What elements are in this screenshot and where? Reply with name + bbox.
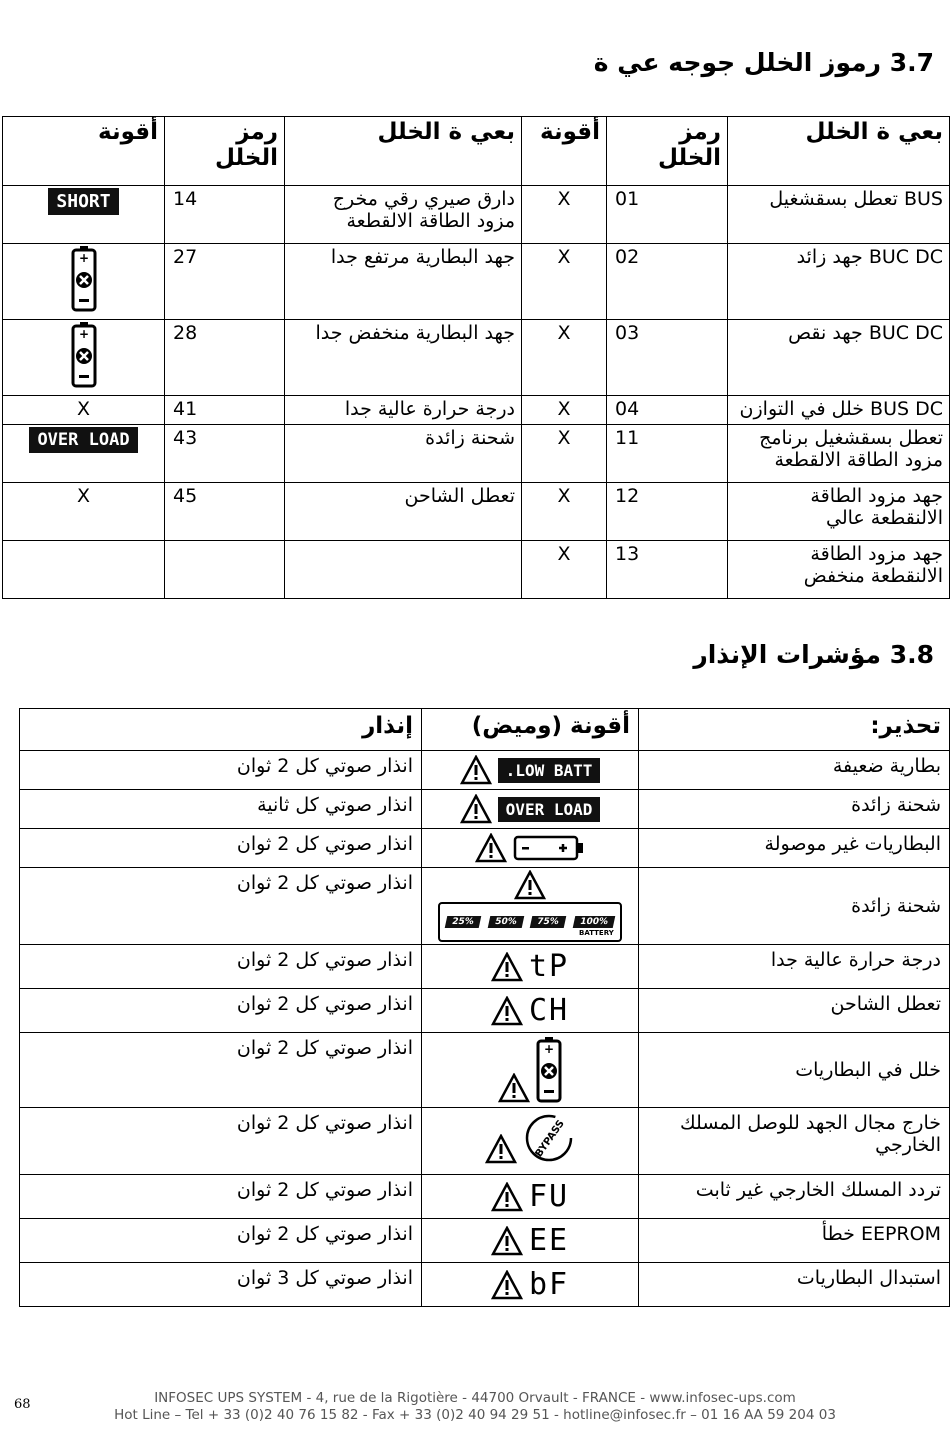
warning-text: شحنة زائدة — [639, 790, 950, 829]
warning-triangle-icon — [514, 870, 546, 900]
fault-codes-table — [2, 116, 950, 599]
alarm-icon-cell — [422, 1033, 639, 1108]
alarm-table-header — [20, 709, 950, 751]
alarm-text: انذار صوتي كل 2 ثوان — [20, 829, 422, 868]
fault-icon-cell: X — [522, 483, 607, 541]
battery-level-25: 25% — [445, 916, 481, 928]
fault-code: 03 — [607, 320, 728, 396]
table-row — [20, 790, 950, 829]
alarm-text: انذار صوتي كل 2 ثوان — [20, 945, 422, 989]
fault-code: 04 — [607, 396, 728, 425]
fault-event: BUC DC جهد نقص — [728, 320, 950, 396]
fault-event: شحنة زائدة — [285, 425, 522, 483]
table-row — [20, 989, 950, 1033]
fault-event: دارق صيري رقي مخرج مزود الطاقة الالقطعة — [285, 186, 522, 244]
alarm-text: انذار صوتي كل 2 ثوان — [20, 868, 422, 945]
alarm-icon-cell — [422, 989, 639, 1033]
ch-display-icon: CH — [528, 993, 570, 1028]
fault-icon-cell: X — [3, 396, 165, 425]
table-row — [20, 868, 950, 945]
fault-event: جهد مزود الطاقة الالنقطعة عالي — [728, 483, 950, 541]
warning-text: درجة حرارة عالية جدا — [639, 945, 950, 989]
table-row — [20, 945, 950, 989]
warning-text: EEPROM خطأ — [639, 1219, 950, 1263]
warning-text: خارج مجال الجهد للوصل المسلك الخارجي — [639, 1108, 950, 1175]
alarm-text: انذار صوتي كل 2 ثوان — [20, 1219, 422, 1263]
warning-triangle-icon — [475, 833, 507, 863]
battery-caption: BATTERY — [579, 929, 614, 937]
svg-text:+: + — [78, 251, 89, 265]
fault-code — [165, 541, 285, 599]
warning-triangle-icon — [491, 1270, 523, 1300]
battery-level-75: 75% — [530, 916, 566, 928]
fault-code: 01 — [607, 186, 728, 244]
alarm-indicators-table — [19, 708, 950, 1307]
alarm-icon-cell — [422, 751, 639, 790]
short-badge: SHORT — [48, 188, 118, 215]
warning-triangle-icon — [491, 1182, 523, 1212]
header-code-right: رمز الخلل — [607, 117, 728, 186]
warning-triangle-icon — [485, 1134, 517, 1164]
header-icon-right: أقونة — [522, 117, 607, 186]
table-row — [3, 483, 950, 541]
fault-icon-cell: X — [522, 541, 607, 599]
warning-triangle-icon — [460, 794, 492, 824]
fault-event: BUC DC جهد زائد — [728, 244, 950, 320]
alarm-text: انذار صوتي كل 3 ثوان — [20, 1263, 422, 1307]
warning-text: شحنة زائدة — [639, 868, 950, 945]
section-38-title: 3.8 مؤشرات الإنذار — [693, 640, 934, 669]
overload-badge: OVER LOAD — [498, 797, 601, 822]
alarm-icon-cell — [422, 829, 639, 868]
alarm-icon-cell — [422, 945, 639, 989]
fault-icon-cell — [3, 320, 165, 396]
battery-fault-icon — [536, 1037, 562, 1103]
bypass-icon — [523, 1112, 575, 1164]
warning-text: تعطل الشاحن — [639, 989, 950, 1033]
alarm-icon-cell — [422, 1263, 639, 1307]
alarm-text: انذار صوتي كل 2 ثوان — [20, 1033, 422, 1108]
fault-event: BUS تعطل بسقشغيل — [728, 186, 950, 244]
header-code-left: رمز الخلل — [165, 117, 285, 186]
warning-triangle-icon — [460, 755, 492, 785]
fault-table-header — [3, 117, 950, 186]
fault-code: 12 — [607, 483, 728, 541]
fault-code: 28 — [165, 320, 285, 396]
bypass-label: BYPASS — [533, 1118, 567, 1160]
fault-code: 02 — [607, 244, 728, 320]
fault-icon-cell — [3, 425, 165, 483]
alarm-text: انذار صوتي كل 2 ثوان — [20, 989, 422, 1033]
alarm-text: انذار صوتي كل 2 ثوان — [20, 1108, 422, 1175]
fault-code: 45 — [165, 483, 285, 541]
alarm-icon-cell — [422, 1219, 639, 1263]
ee-display-icon: EE — [528, 1223, 570, 1258]
fault-icon-cell: X — [522, 186, 607, 244]
table-row — [20, 1108, 950, 1175]
battery-fault-icon — [71, 246, 97, 312]
warning-triangle-icon — [498, 1073, 530, 1103]
fault-event — [285, 541, 522, 599]
table-row — [3, 186, 950, 244]
alarm-icon-cell — [422, 868, 639, 945]
footer-address: INFOSEC UPS SYSTEM - 4, rue de la Rigotière - 44700 Orvault - FRANCE - www.infosec-ups.com — [154, 1390, 796, 1406]
warning-text: خلل في البطاريات — [639, 1033, 950, 1108]
table-row — [20, 829, 950, 868]
warning-triangle-icon — [491, 952, 523, 982]
fault-event: جهد مزود الطاقة الالنقطعة منخفض — [728, 541, 950, 599]
fault-code: 43 — [165, 425, 285, 483]
table-row — [20, 1263, 950, 1307]
bf-display-icon: bF — [528, 1267, 570, 1302]
fu-display-icon: FU — [528, 1179, 570, 1214]
fault-event: BUS DC خلل في التوازن — [728, 396, 950, 425]
svg-text:+: + — [543, 1042, 555, 1056]
fault-event: درجة حرارة عالية جدا — [285, 396, 522, 425]
alarm-icon-cell — [422, 1175, 639, 1219]
battery-level-indicator — [438, 902, 622, 942]
fault-event: تعطل الشاحن — [285, 483, 522, 541]
section-37-title: 3.7 رموز الخلل جوجه عي ة — [593, 48, 934, 77]
fault-icon-cell — [3, 244, 165, 320]
fault-icon-cell: X — [522, 244, 607, 320]
table-row — [20, 1219, 950, 1263]
battery-fault-icon — [71, 322, 97, 388]
table-row — [3, 541, 950, 599]
alarm-text: انذار صوتي كل ثانية — [20, 790, 422, 829]
header-alarm: إنذار — [20, 709, 422, 751]
table-row — [3, 425, 950, 483]
page-number: 68 — [14, 1397, 31, 1412]
battery-level-100: 100% — [573, 916, 615, 928]
warning-text: استبدال البطاريات — [639, 1263, 950, 1307]
fault-icon-cell: X — [3, 483, 165, 541]
fault-icon-cell — [3, 186, 165, 244]
footer-contact: Hot Line – Tel + 33 (0)2 40 76 15 82 - Fax + 33 (0)2 40 94 29 51 - hotline@infosec.fr – 01 16 AA 59 204 03 — [114, 1407, 836, 1423]
warning-triangle-icon — [491, 996, 523, 1026]
fault-icon-cell: X — [522, 396, 607, 425]
fault-code: 41 — [165, 396, 285, 425]
table-row — [20, 751, 950, 790]
overload-badge: OVER LOAD — [29, 427, 137, 453]
header-event-left: بعي ة الخلل — [285, 117, 522, 186]
fault-code: 13 — [607, 541, 728, 599]
header-icon: أقونة (وميض) — [422, 709, 639, 751]
header-icon-left: أقونة — [3, 117, 165, 186]
fault-event: جهد البطارية مرتفع جدا — [285, 244, 522, 320]
fault-icon-cell: X — [522, 425, 607, 483]
battery-level-50: 50% — [488, 916, 524, 928]
table-row — [3, 396, 950, 425]
alarm-icon-cell — [422, 790, 639, 829]
table-row — [3, 244, 950, 320]
warning-text: تردد المسلك الخارجي غير ثابت — [639, 1175, 950, 1219]
fault-code: 11 — [607, 425, 728, 483]
warning-triangle-icon — [491, 1226, 523, 1256]
svg-text:+: + — [78, 327, 89, 341]
alarm-text: انذار صوتي كل 2 ثوان — [20, 1175, 422, 1219]
header-warning: تحذير: — [639, 709, 950, 751]
fault-icon-cell — [3, 541, 165, 599]
header-event-right: بعي ة الخلل — [728, 117, 950, 186]
warning-text: بطارية ضعيفة — [639, 751, 950, 790]
fault-code: 14 — [165, 186, 285, 244]
alarm-text: انذار صوتي كل 2 ثوان — [20, 751, 422, 790]
alarm-icon-cell — [422, 1108, 639, 1175]
battery-outline-icon — [513, 833, 585, 863]
table-row — [3, 320, 950, 396]
warning-text: البطاريات غير موصولة — [639, 829, 950, 868]
fault-icon-cell: X — [522, 320, 607, 396]
low-batt-badge: LOW BATT. — [498, 758, 601, 783]
tp-display-icon: tP — [528, 949, 570, 984]
fault-event: تعطل بسقشغيل برنامج مزود الطاقة الالقطعة — [728, 425, 950, 483]
table-row — [20, 1033, 950, 1108]
table-row — [20, 1175, 950, 1219]
fault-code: 27 — [165, 244, 285, 320]
fault-event: جهد البطارية منخفض جدا — [285, 320, 522, 396]
